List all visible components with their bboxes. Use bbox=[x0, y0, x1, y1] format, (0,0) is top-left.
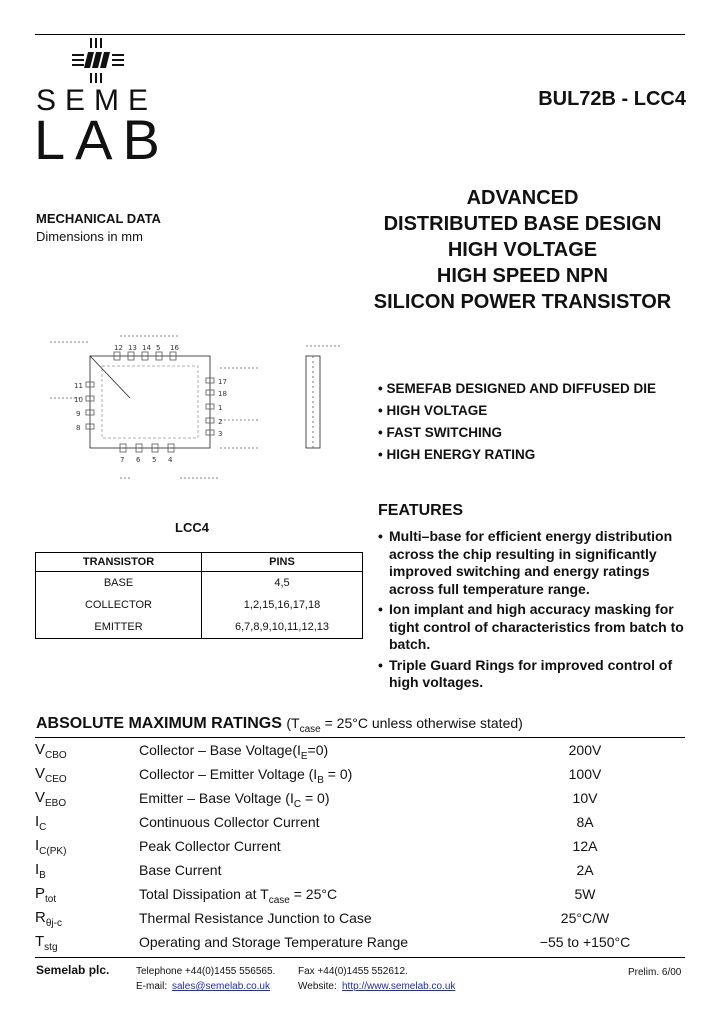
ratings-title-text: ABSOLUTE MAXIMUM RATINGS bbox=[36, 715, 282, 732]
list-item: • Triple Guard Rings for improved control of high voltages. bbox=[378, 656, 673, 690]
logo-seme: SEME bbox=[36, 84, 158, 117]
mechanical-data-subtitle: Dimensions in mm bbox=[36, 229, 143, 244]
bullet-text: FAST SWITCHING bbox=[386, 425, 502, 440]
website-link[interactable]: http://www.semelab.co.uk bbox=[342, 981, 456, 992]
rating-description: Collector – Base $Voltage(I_E=0)$ bbox=[139, 742, 329, 762]
table-row bbox=[35, 883, 685, 907]
table-row bbox=[35, 859, 685, 883]
rating-symbol: $V_{EBO}$ bbox=[35, 789, 67, 809]
table-row bbox=[35, 931, 685, 955]
rating-description: Collector – Emitter Voltage $(I_B = 0)$ bbox=[139, 766, 353, 786]
left-pin-label: 9 bbox=[76, 410, 81, 418]
rating-symbol: $V_{CBO}$ bbox=[35, 741, 67, 761]
heading-line: SILICON POWER TRANSISTOR bbox=[373, 291, 672, 313]
rating-value: 10V bbox=[572, 790, 598, 806]
rating-symbol: $T_{stg}$ bbox=[35, 933, 58, 953]
fax: Fax +44(0)1455 552612. bbox=[298, 966, 408, 977]
transistor-cell: EMITTER bbox=[94, 621, 143, 633]
pin-table bbox=[35, 552, 363, 639]
rating-value: 8A bbox=[576, 814, 594, 830]
column-header: TRANSISTOR bbox=[36, 553, 202, 572]
feature-text: Ion implant and high accuracy masking for tight control of characteristics from batch to batch. bbox=[389, 601, 684, 652]
table-row bbox=[36, 616, 363, 639]
left-pin-label: 11 bbox=[74, 382, 83, 390]
bullet-text: HIGH VOLTAGE bbox=[386, 403, 488, 418]
heading-line: ADVANCED bbox=[466, 187, 579, 209]
logo-lab: LAB bbox=[34, 108, 170, 171]
rating-description: Base Current bbox=[139, 862, 222, 878]
transistor-cell: BASE bbox=[103, 577, 134, 589]
rating-value: 200V bbox=[568, 742, 602, 758]
table-header bbox=[36, 553, 363, 572]
bullet-text: SEMEFAB DESIGNED AND DIFFUSED DIE bbox=[386, 381, 657, 396]
key-bullets bbox=[378, 381, 656, 469]
pins-cell: 4,5 bbox=[202, 572, 363, 595]
feature-text: Triple Guard Rings for improved control of high voltages. bbox=[389, 656, 673, 690]
column-header: PINS bbox=[202, 553, 363, 572]
features-list bbox=[378, 528, 690, 695]
features-title: FEATURES bbox=[378, 502, 464, 519]
table-row bbox=[36, 572, 363, 595]
rating-description: Thermal Resistance Junction to Case bbox=[139, 910, 372, 926]
website-label: Website: bbox=[298, 981, 337, 992]
rating-symbol: $I_B$ bbox=[35, 861, 46, 881]
feature-text: Multi–base for efficient energy distribution across the chip resulting in significantly improved switching and energy ratings across full temperature range. bbox=[389, 528, 673, 597]
bottom-pin-label: 5 bbox=[152, 456, 157, 464]
pins-cell: 1,2,15,16,17,18 bbox=[202, 594, 363, 616]
telephone: Telephone +44(0)1455 556565. bbox=[136, 966, 276, 977]
top-pin-label: 16 bbox=[170, 344, 179, 352]
transistor-cell: COLLECTOR bbox=[84, 599, 153, 611]
heading-line: DISTRIBUTED BASE DESIGN bbox=[383, 213, 662, 235]
company-name: Semelab plc. bbox=[36, 963, 110, 977]
bottom-pin-label: 7 bbox=[120, 456, 125, 464]
right-pin-label: 18 bbox=[218, 390, 227, 398]
list-item: • HIGH ENERGY RATING bbox=[378, 447, 536, 462]
rating-symbol: $I_C$ bbox=[35, 813, 47, 833]
right-pin-label: 1 bbox=[218, 404, 223, 412]
pins-cell: 6,7,8,9,10,11,12,13 bbox=[202, 616, 363, 639]
email-label: E-mail: bbox=[136, 981, 168, 992]
rating-symbol: $P_{tot}$ bbox=[35, 885, 57, 905]
table-row bbox=[35, 739, 685, 763]
bullet-text: HIGH ENERGY RATING bbox=[386, 447, 536, 462]
table-row bbox=[35, 835, 685, 859]
ratings-condition: ($T_{case} = 25^\circ C$ unless otherwise stated) bbox=[286, 715, 523, 735]
rating-description: Total Dissipation at $T_{case} = 25^\circ C$ bbox=[139, 886, 338, 906]
email-link[interactable]: sales@semelab.co.uk bbox=[172, 981, 270, 992]
rating-symbol: $V_{CEO}$ bbox=[35, 765, 67, 785]
table-row bbox=[35, 787, 685, 811]
rating-value: 25°C/W bbox=[560, 910, 610, 926]
ratings-title bbox=[36, 715, 523, 735]
top-pin-label: 14 bbox=[142, 344, 151, 352]
product-heading bbox=[355, 185, 690, 315]
top-pin-label: 12 bbox=[114, 344, 123, 352]
top-pin-label: 13 bbox=[128, 344, 137, 352]
rating-description: Peak Collector Current bbox=[139, 838, 281, 854]
rating-symbol: $I_{C(PK)}$ bbox=[35, 837, 67, 857]
ratings-rule bbox=[35, 737, 685, 738]
package-label: LCC4 bbox=[175, 520, 209, 535]
rating-symbol: $R_{\theta j-c}$ bbox=[35, 909, 62, 929]
list-item: • Ion implant and high accuracy masking for tight control of characteristics from batch to batch. bbox=[378, 601, 684, 652]
rating-value: −55 to +150°C bbox=[539, 934, 631, 950]
top-rule bbox=[35, 34, 685, 35]
part-number: BUL72B - LCC4 bbox=[538, 88, 686, 110]
list-item: • FAST SWITCHING bbox=[378, 425, 502, 440]
rating-value: 100V bbox=[568, 766, 602, 782]
list-item: • HIGH VOLTAGE bbox=[378, 403, 488, 418]
table-row bbox=[35, 763, 685, 787]
rating-description: Operating and Storage Temperature Range bbox=[139, 934, 409, 950]
right-pin-label: 2 bbox=[218, 418, 223, 426]
bottom-pin-label: 4 bbox=[168, 456, 173, 464]
left-pin-label: 8 bbox=[76, 424, 81, 432]
right-pin-label: 3 bbox=[218, 430, 223, 438]
package-drawing bbox=[30, 328, 350, 503]
rating-value: 5W bbox=[574, 886, 596, 902]
heading-line: HIGH SPEED NPN bbox=[436, 265, 609, 287]
rating-value: 12A bbox=[572, 838, 598, 854]
right-pin-label: 17 bbox=[218, 378, 227, 386]
list-item: • SEMEFAB DESIGNED AND DIFFUSED DIE bbox=[378, 381, 657, 396]
footer-rule bbox=[35, 957, 685, 958]
rating-value: 2A bbox=[576, 862, 594, 878]
heading-line: HIGH VOLTAGE bbox=[447, 239, 598, 261]
top-pin-label: 5 bbox=[156, 344, 161, 352]
rating-description: Continuous Collector Current bbox=[139, 814, 320, 830]
prelim-note: Prelim. 6/00 bbox=[628, 967, 682, 978]
rating-description: Emitter – Base Voltage $(I_C = 0)$ bbox=[139, 790, 330, 810]
table-row bbox=[35, 907, 685, 931]
list-item: • Multi–base for efficient energy distribution across the chip resulting in significantly improved switching and energy ratings across full temperature range. bbox=[378, 528, 673, 597]
mechanical-data-title: MECHANICAL DATA bbox=[36, 211, 161, 226]
bottom-pin-label: 6 bbox=[136, 456, 141, 464]
left-pin-label: 10 bbox=[74, 396, 83, 404]
table-row bbox=[36, 594, 363, 616]
table-row bbox=[35, 811, 685, 835]
